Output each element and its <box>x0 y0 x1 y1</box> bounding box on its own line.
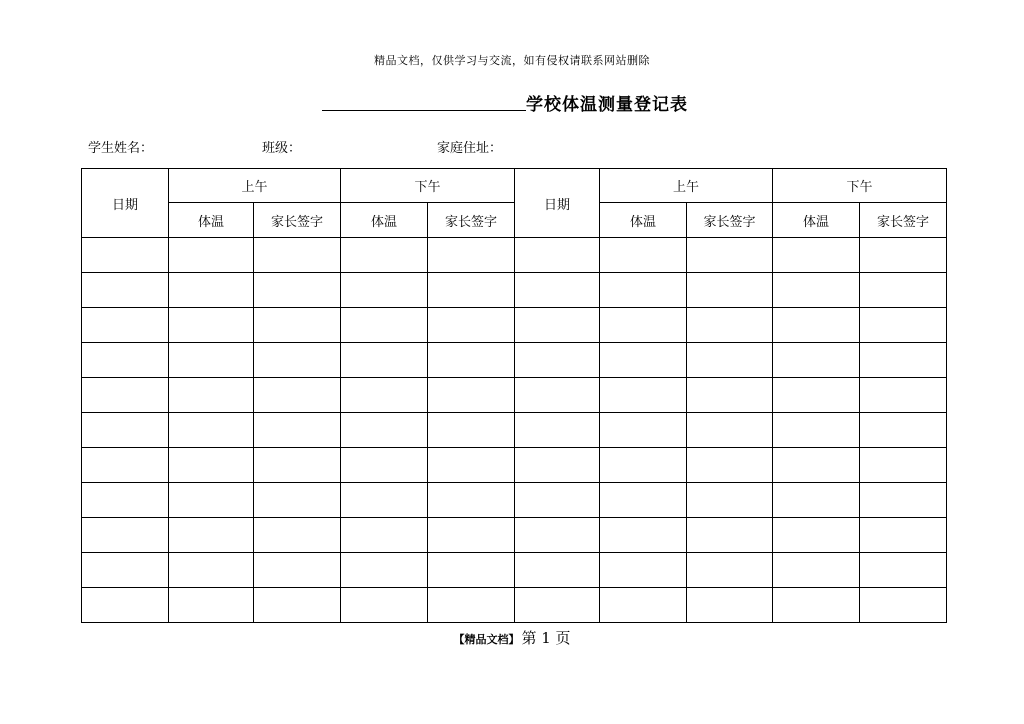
table-cell[interactable] <box>254 518 341 553</box>
table-cell[interactable] <box>428 413 515 448</box>
table-cell[interactable] <box>82 273 169 308</box>
table-cell[interactable] <box>254 483 341 518</box>
table-cell[interactable] <box>82 308 169 343</box>
table-cell[interactable] <box>341 378 428 413</box>
table-cell[interactable] <box>254 343 341 378</box>
table-cell[interactable] <box>254 588 341 623</box>
table-row <box>82 378 947 413</box>
header-row-2 <box>82 203 947 238</box>
table-cell[interactable] <box>169 483 254 518</box>
table-cell[interactable] <box>600 343 687 378</box>
table-cell[interactable] <box>600 308 687 343</box>
parent-signature-header: 家长签字 <box>254 203 341 238</box>
temperature-header: 体温 <box>773 203 860 238</box>
table-row <box>82 238 947 273</box>
table-row <box>82 308 947 343</box>
footer-badge: 【精品文档】 <box>453 633 520 646</box>
table-cell[interactable] <box>860 308 947 343</box>
table-cell[interactable] <box>428 308 515 343</box>
page-title: 学校体温测量登记表 <box>526 95 688 115</box>
table-cell[interactable] <box>773 238 860 273</box>
table-cell[interactable] <box>515 343 600 378</box>
afternoon-header: 下午 <box>773 169 947 203</box>
table-cell[interactable] <box>428 378 515 413</box>
temperature-header: 体温 <box>600 203 687 238</box>
table-cell[interactable] <box>860 483 947 518</box>
table-cell[interactable] <box>773 343 860 378</box>
table-cell[interactable] <box>687 588 773 623</box>
table-cell[interactable] <box>600 588 687 623</box>
table-row <box>82 343 947 378</box>
table-cell[interactable] <box>600 273 687 308</box>
class-label: 班级： <box>262 141 302 156</box>
header-row-1 <box>82 169 947 203</box>
table-cell[interactable] <box>773 413 860 448</box>
table-cell[interactable] <box>515 308 600 343</box>
table-row <box>82 448 947 483</box>
table-cell[interactable] <box>82 483 169 518</box>
date-header: 日期 <box>515 169 600 238</box>
table-cell[interactable] <box>341 413 428 448</box>
table-cell[interactable] <box>515 483 600 518</box>
table-cell[interactable] <box>341 343 428 378</box>
table-cell[interactable] <box>169 238 254 273</box>
table-cell[interactable] <box>428 588 515 623</box>
table-cell[interactable] <box>254 378 341 413</box>
table-cell[interactable] <box>82 238 169 273</box>
table-cell[interactable] <box>254 308 341 343</box>
table-cell[interactable] <box>600 378 687 413</box>
table-cell[interactable] <box>687 378 773 413</box>
table-body <box>82 238 947 623</box>
table-cell[interactable] <box>169 308 254 343</box>
title-blank-underline <box>322 110 526 111</box>
title-row <box>0 90 1024 116</box>
table-cell[interactable] <box>169 553 254 588</box>
table-cell[interactable] <box>687 308 773 343</box>
table-row <box>82 483 947 518</box>
page-footer <box>0 627 1024 648</box>
table-cell[interactable] <box>254 273 341 308</box>
morning-header: 上午 <box>169 169 341 203</box>
table-cell[interactable] <box>600 553 687 588</box>
table-cell[interactable] <box>860 553 947 588</box>
table-cell[interactable] <box>515 238 600 273</box>
table-cell[interactable] <box>860 343 947 378</box>
table-cell[interactable] <box>515 448 600 483</box>
home-address-label: 家庭住址： <box>437 141 503 156</box>
table-cell[interactable] <box>428 343 515 378</box>
temperature-register-table <box>81 168 947 623</box>
table-cell[interactable] <box>82 553 169 588</box>
student-name-label: 学生姓名： <box>88 141 154 156</box>
table-cell[interactable] <box>860 378 947 413</box>
table-cell[interactable] <box>169 588 254 623</box>
table-cell[interactable] <box>82 343 169 378</box>
table-cell[interactable] <box>254 553 341 588</box>
table-row <box>82 553 947 588</box>
table-cell[interactable] <box>341 483 428 518</box>
table-cell[interactable] <box>169 518 254 553</box>
date-header: 日期 <box>82 169 169 238</box>
table-cell[interactable] <box>687 343 773 378</box>
table-cell[interactable] <box>169 378 254 413</box>
table-cell[interactable] <box>773 588 860 623</box>
table-cell[interactable] <box>860 588 947 623</box>
table-row <box>82 273 947 308</box>
table-cell[interactable] <box>687 448 773 483</box>
table-cell[interactable] <box>860 273 947 308</box>
table-cell[interactable] <box>341 518 428 553</box>
table-cell[interactable] <box>254 238 341 273</box>
temperature-header: 体温 <box>169 203 254 238</box>
table-cell[interactable] <box>860 518 947 553</box>
table-cell[interactable] <box>773 553 860 588</box>
table-cell[interactable] <box>600 238 687 273</box>
table-cell[interactable] <box>428 483 515 518</box>
table-cell[interactable] <box>341 308 428 343</box>
table-cell[interactable] <box>82 518 169 553</box>
table-cell[interactable] <box>687 553 773 588</box>
parent-signature-header: 家长签字 <box>428 203 515 238</box>
table-cell[interactable] <box>169 273 254 308</box>
morning-header: 上午 <box>600 169 773 203</box>
table-cell[interactable] <box>169 413 254 448</box>
table-cell[interactable] <box>687 413 773 448</box>
table-cell[interactable] <box>341 273 428 308</box>
table-cell[interactable] <box>82 378 169 413</box>
table-cell[interactable] <box>515 273 600 308</box>
table-cell[interactable] <box>515 588 600 623</box>
table-cell[interactable] <box>600 448 687 483</box>
table-cell[interactable] <box>600 483 687 518</box>
table-cell[interactable] <box>428 273 515 308</box>
table-row <box>82 413 947 448</box>
table-cell[interactable] <box>169 343 254 378</box>
table-row <box>82 518 947 553</box>
table-cell[interactable] <box>515 553 600 588</box>
table-cell[interactable] <box>773 483 860 518</box>
table-cell[interactable] <box>341 588 428 623</box>
temperature-header: 体温 <box>341 203 428 238</box>
table-cell[interactable] <box>515 413 600 448</box>
parent-signature-header: 家长签字 <box>860 203 947 238</box>
table-cell[interactable] <box>428 448 515 483</box>
table-cell[interactable] <box>254 448 341 483</box>
table-cell[interactable] <box>254 413 341 448</box>
table-cell[interactable] <box>773 378 860 413</box>
table-cell[interactable] <box>687 518 773 553</box>
afternoon-header: 下午 <box>341 169 515 203</box>
table-cell[interactable] <box>428 553 515 588</box>
table-cell[interactable] <box>82 588 169 623</box>
table-cell[interactable] <box>860 448 947 483</box>
table-cell[interactable] <box>687 273 773 308</box>
table-cell[interactable] <box>773 518 860 553</box>
table-cell[interactable] <box>82 413 169 448</box>
table-cell[interactable] <box>428 238 515 273</box>
table-cell[interactable] <box>169 448 254 483</box>
table-cell[interactable] <box>773 448 860 483</box>
table-cell[interactable] <box>515 378 600 413</box>
table-cell[interactable] <box>600 413 687 448</box>
table-cell[interactable] <box>773 308 860 343</box>
table-cell[interactable] <box>515 518 600 553</box>
table-cell[interactable] <box>860 238 947 273</box>
table-cell[interactable] <box>687 238 773 273</box>
table-cell[interactable] <box>428 518 515 553</box>
table-cell[interactable] <box>687 483 773 518</box>
table-cell[interactable] <box>600 518 687 553</box>
table-cell[interactable] <box>341 448 428 483</box>
table-cell[interactable] <box>341 553 428 588</box>
table-cell[interactable] <box>860 413 947 448</box>
watermark-text: 精品文档，仅供学习与交流，如有侵权请联系网站删除 <box>374 54 650 67</box>
parent-signature-header: 家长签字 <box>687 203 773 238</box>
page-number: 第 1 页 <box>521 629 571 647</box>
table-row <box>82 588 947 623</box>
table-cell[interactable] <box>341 238 428 273</box>
table-cell[interactable] <box>82 448 169 483</box>
table-cell[interactable] <box>773 273 860 308</box>
